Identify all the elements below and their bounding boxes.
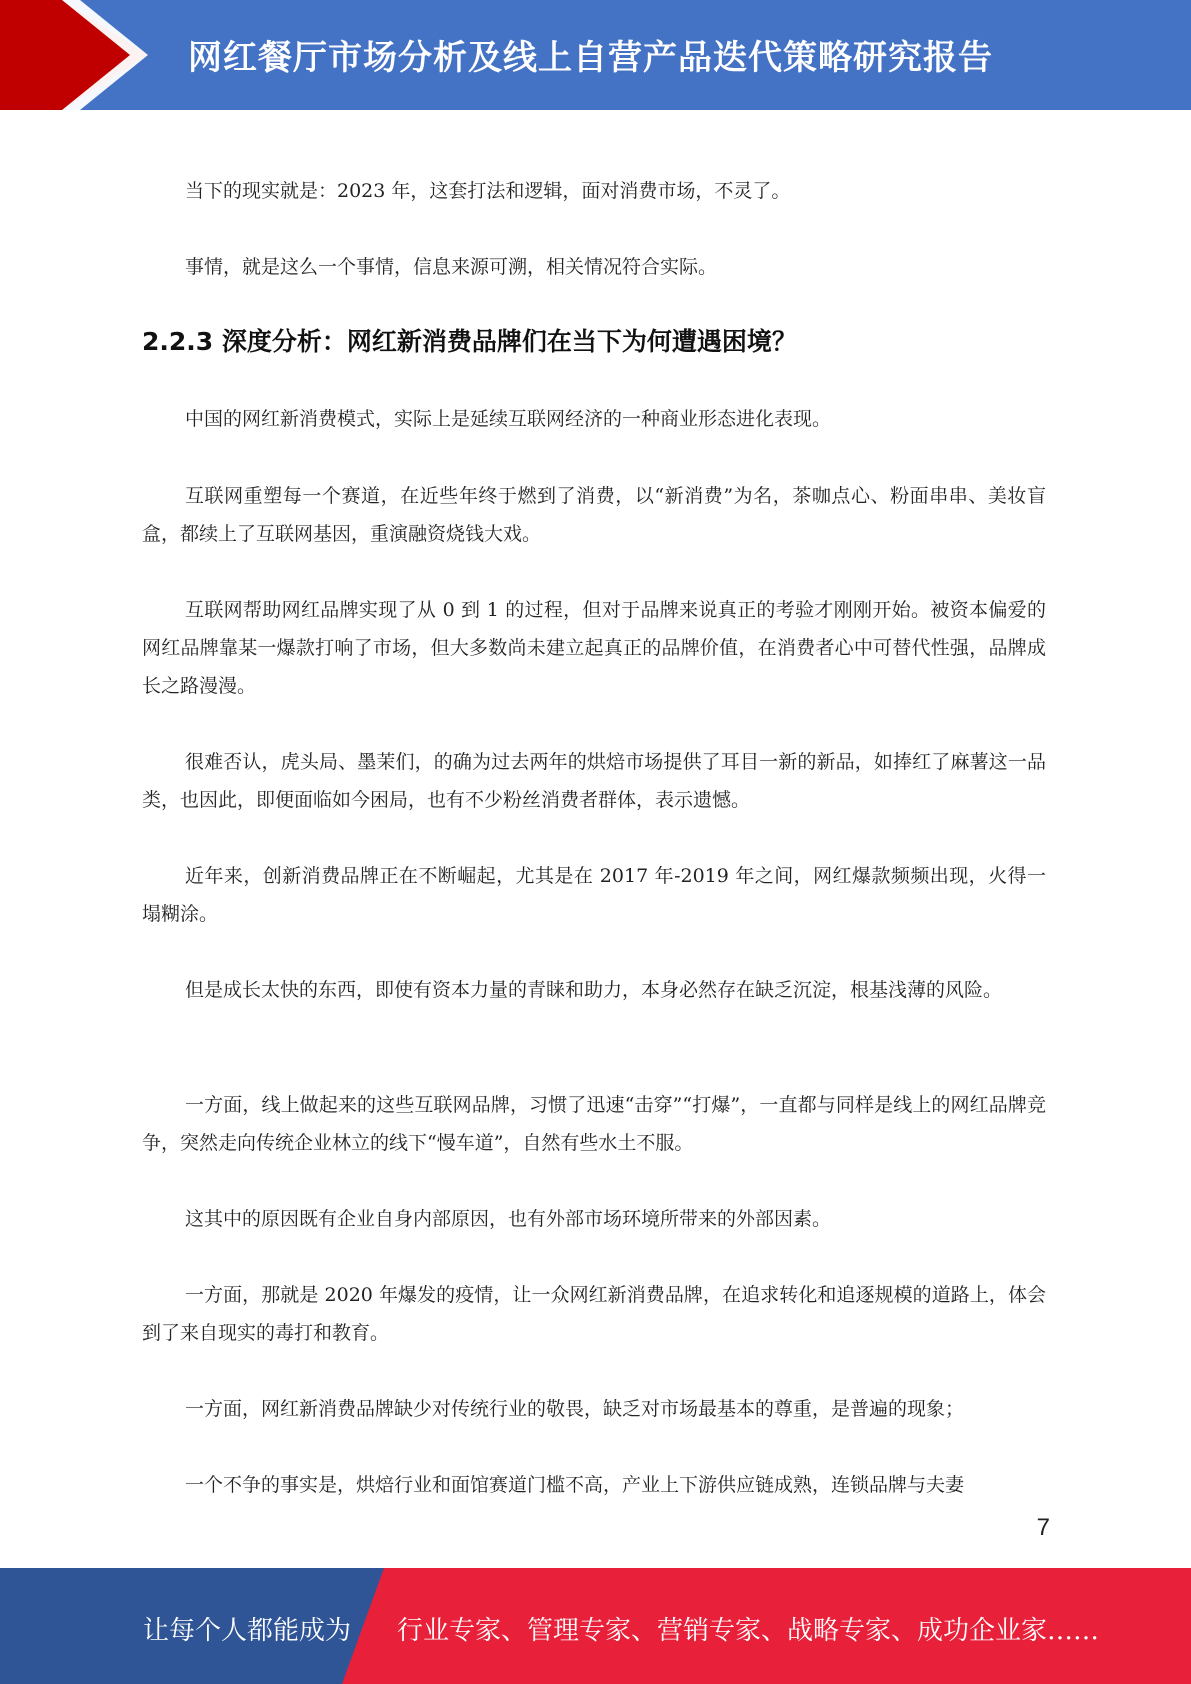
page-number: 7: [1036, 1514, 1050, 1541]
footer-slogan-right: 行业专家、管理专家、营销专家、战略专家、成功企业家……: [397, 1616, 1100, 1646]
paragraph: 中国的网红新消费模式，实际上是延续互联网经济的一种商业形态进化表现。: [185, 408, 832, 430]
paragraph: 当下的现实就是：2023 年，这套打法和逻辑，面对消费市场，不灵了。: [185, 180, 791, 202]
header-title: 网红餐厅市场分析及线上自营产品迭代策略研究报告: [188, 38, 993, 78]
paragraph: 互联网帮助网红品牌实现了从 0 到 1 的过程，但对于品牌来说真正的考验才刚刚开始。被资本偏爱的网红品牌靠某一爆款打响了市场，但大多数尚未建立起真正的品牌价值，在消费者心中可替代性强，品牌成长之路漫漫。: [142, 599, 1046, 697]
page-header: [0, 0, 1191, 110]
paragraph: 事情，就是这么一个事情，信息来源可溯，相关情况符合实际。: [185, 256, 718, 278]
paragraph: 近年来，创新消费品牌正在不断崛起，尤其是在 2017 年-2019 年之间，网红爆款频频出现，火得一塌糊涂。: [142, 865, 1046, 925]
footer-slogan-left: 让每个人都能成为: [143, 1616, 352, 1646]
paragraph: 互联网重塑每一个赛道，在近些年终于燃到了消费，以“新消费”为名，茶咖点心、粉面串串、美妆盲盒，都续上了互联网基因，重演融资烧钱大戏。: [142, 485, 1046, 545]
paragraph: 很难否认，虎头局、墨茉们，的确为过去两年的烘焙市场提供了耳目一新的新品，如捧红了麻薯这一品类，也因此，即便面临如今困局，也有不少粉丝消费者群体，表示遗憾。: [142, 751, 1046, 811]
paragraph: 一方面，那就是 2020 年爆发的疫情，让一众网红新消费品牌，在追求转化和追逐规模的道路上，体会到了来自现实的毒打和教育。: [142, 1284, 1046, 1344]
section-heading: 2.2.3 深度分析：网红新消费品牌们在当下为何遭遇困境？: [142, 327, 797, 356]
paragraph: 一个不争的事实是，烘焙行业和面馆赛道门槛不高，产业上下游供应链成熟，连锁品牌与夫妻: [185, 1474, 965, 1496]
paragraph: 但是成长太快的东西，即使有资本力量的青睐和助力，本身必然存在缺乏沉淀，根基浅薄的风险。: [185, 979, 1003, 1001]
paragraph: 一方面，线上做起来的这些互联网品牌，习惯了迅速“击穿”“打爆”，一直都与同样是线上的网红品牌竞争，突然走向传统企业林立的线下“慢车道”，自然有些水土不服。: [142, 1094, 1046, 1154]
paragraph: 这其中的原因既有企业自身内部原因，也有外部市场环境所带来的外部因素。: [185, 1208, 832, 1230]
page-footer: [0, 1568, 1191, 1684]
paragraph: 一方面，网红新消费品牌缺少对传统行业的敬畏，缺乏对市场最基本的尊重，是普遍的现象；: [185, 1398, 965, 1420]
